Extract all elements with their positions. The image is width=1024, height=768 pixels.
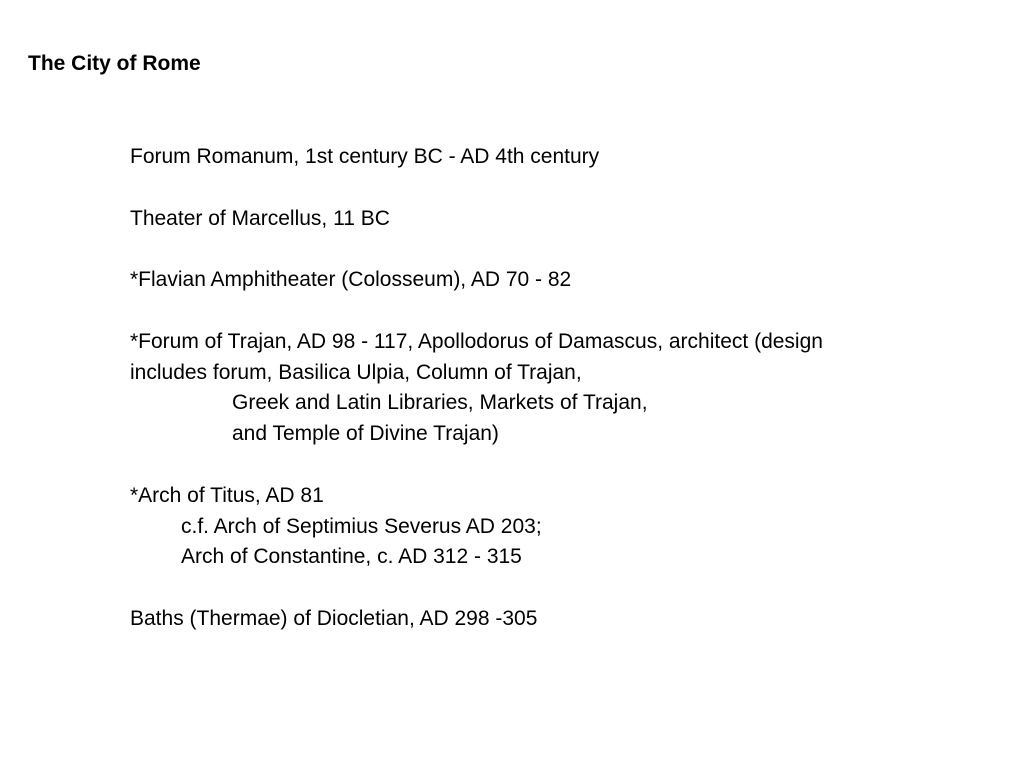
entry-forum-romanum (130, 142, 1010, 173)
entry-line: Forum Romanum, 1st century BC - AD 4th century (130, 145, 600, 168)
entry-subline: Greek and Latin Libraries, Markets of Trajan, (232, 391, 648, 415)
entry-line: *Arch of Titus, AD 81 (130, 483, 324, 507)
entry-line: Baths (Thermae) of Diocletian, AD 298 -305 (130, 606, 538, 630)
entry-line: *Forum of Trajan, AD 98 - 117, Apollodorus of Damascus, architect (design (130, 329, 823, 353)
entry-flavian-amphitheater (130, 265, 1010, 296)
entry-line: Theater of Marcellus, 11 BC (130, 206, 390, 230)
slide-title: The City of Rome (28, 52, 201, 75)
spacer (130, 173, 1010, 204)
entry-line: includes forum, Basilica Ulpia, Column of Trajan, (130, 360, 582, 384)
entry-baths-of-diocletian (130, 604, 1010, 635)
entry-line: *Flavian Amphitheater (Colosseum), AD 70 - 82 (130, 268, 572, 292)
entry-theater-of-marcellus (130, 204, 1010, 235)
entry-subline: c.f. Arch of Septimius Severus AD 203; (181, 514, 542, 538)
entry-forum-of-trajan (130, 327, 1010, 450)
spacer (130, 234, 1010, 265)
spacer (130, 450, 1010, 481)
spacer (130, 296, 1010, 327)
monument-list (130, 142, 1010, 635)
entry-subline: Arch of Constantine, c. AD 312 - 315 (181, 545, 522, 569)
entry-subline: and Temple of Divine Trajan) (232, 422, 499, 446)
spacer (130, 573, 1010, 604)
entry-arch-of-titus (130, 481, 1010, 573)
